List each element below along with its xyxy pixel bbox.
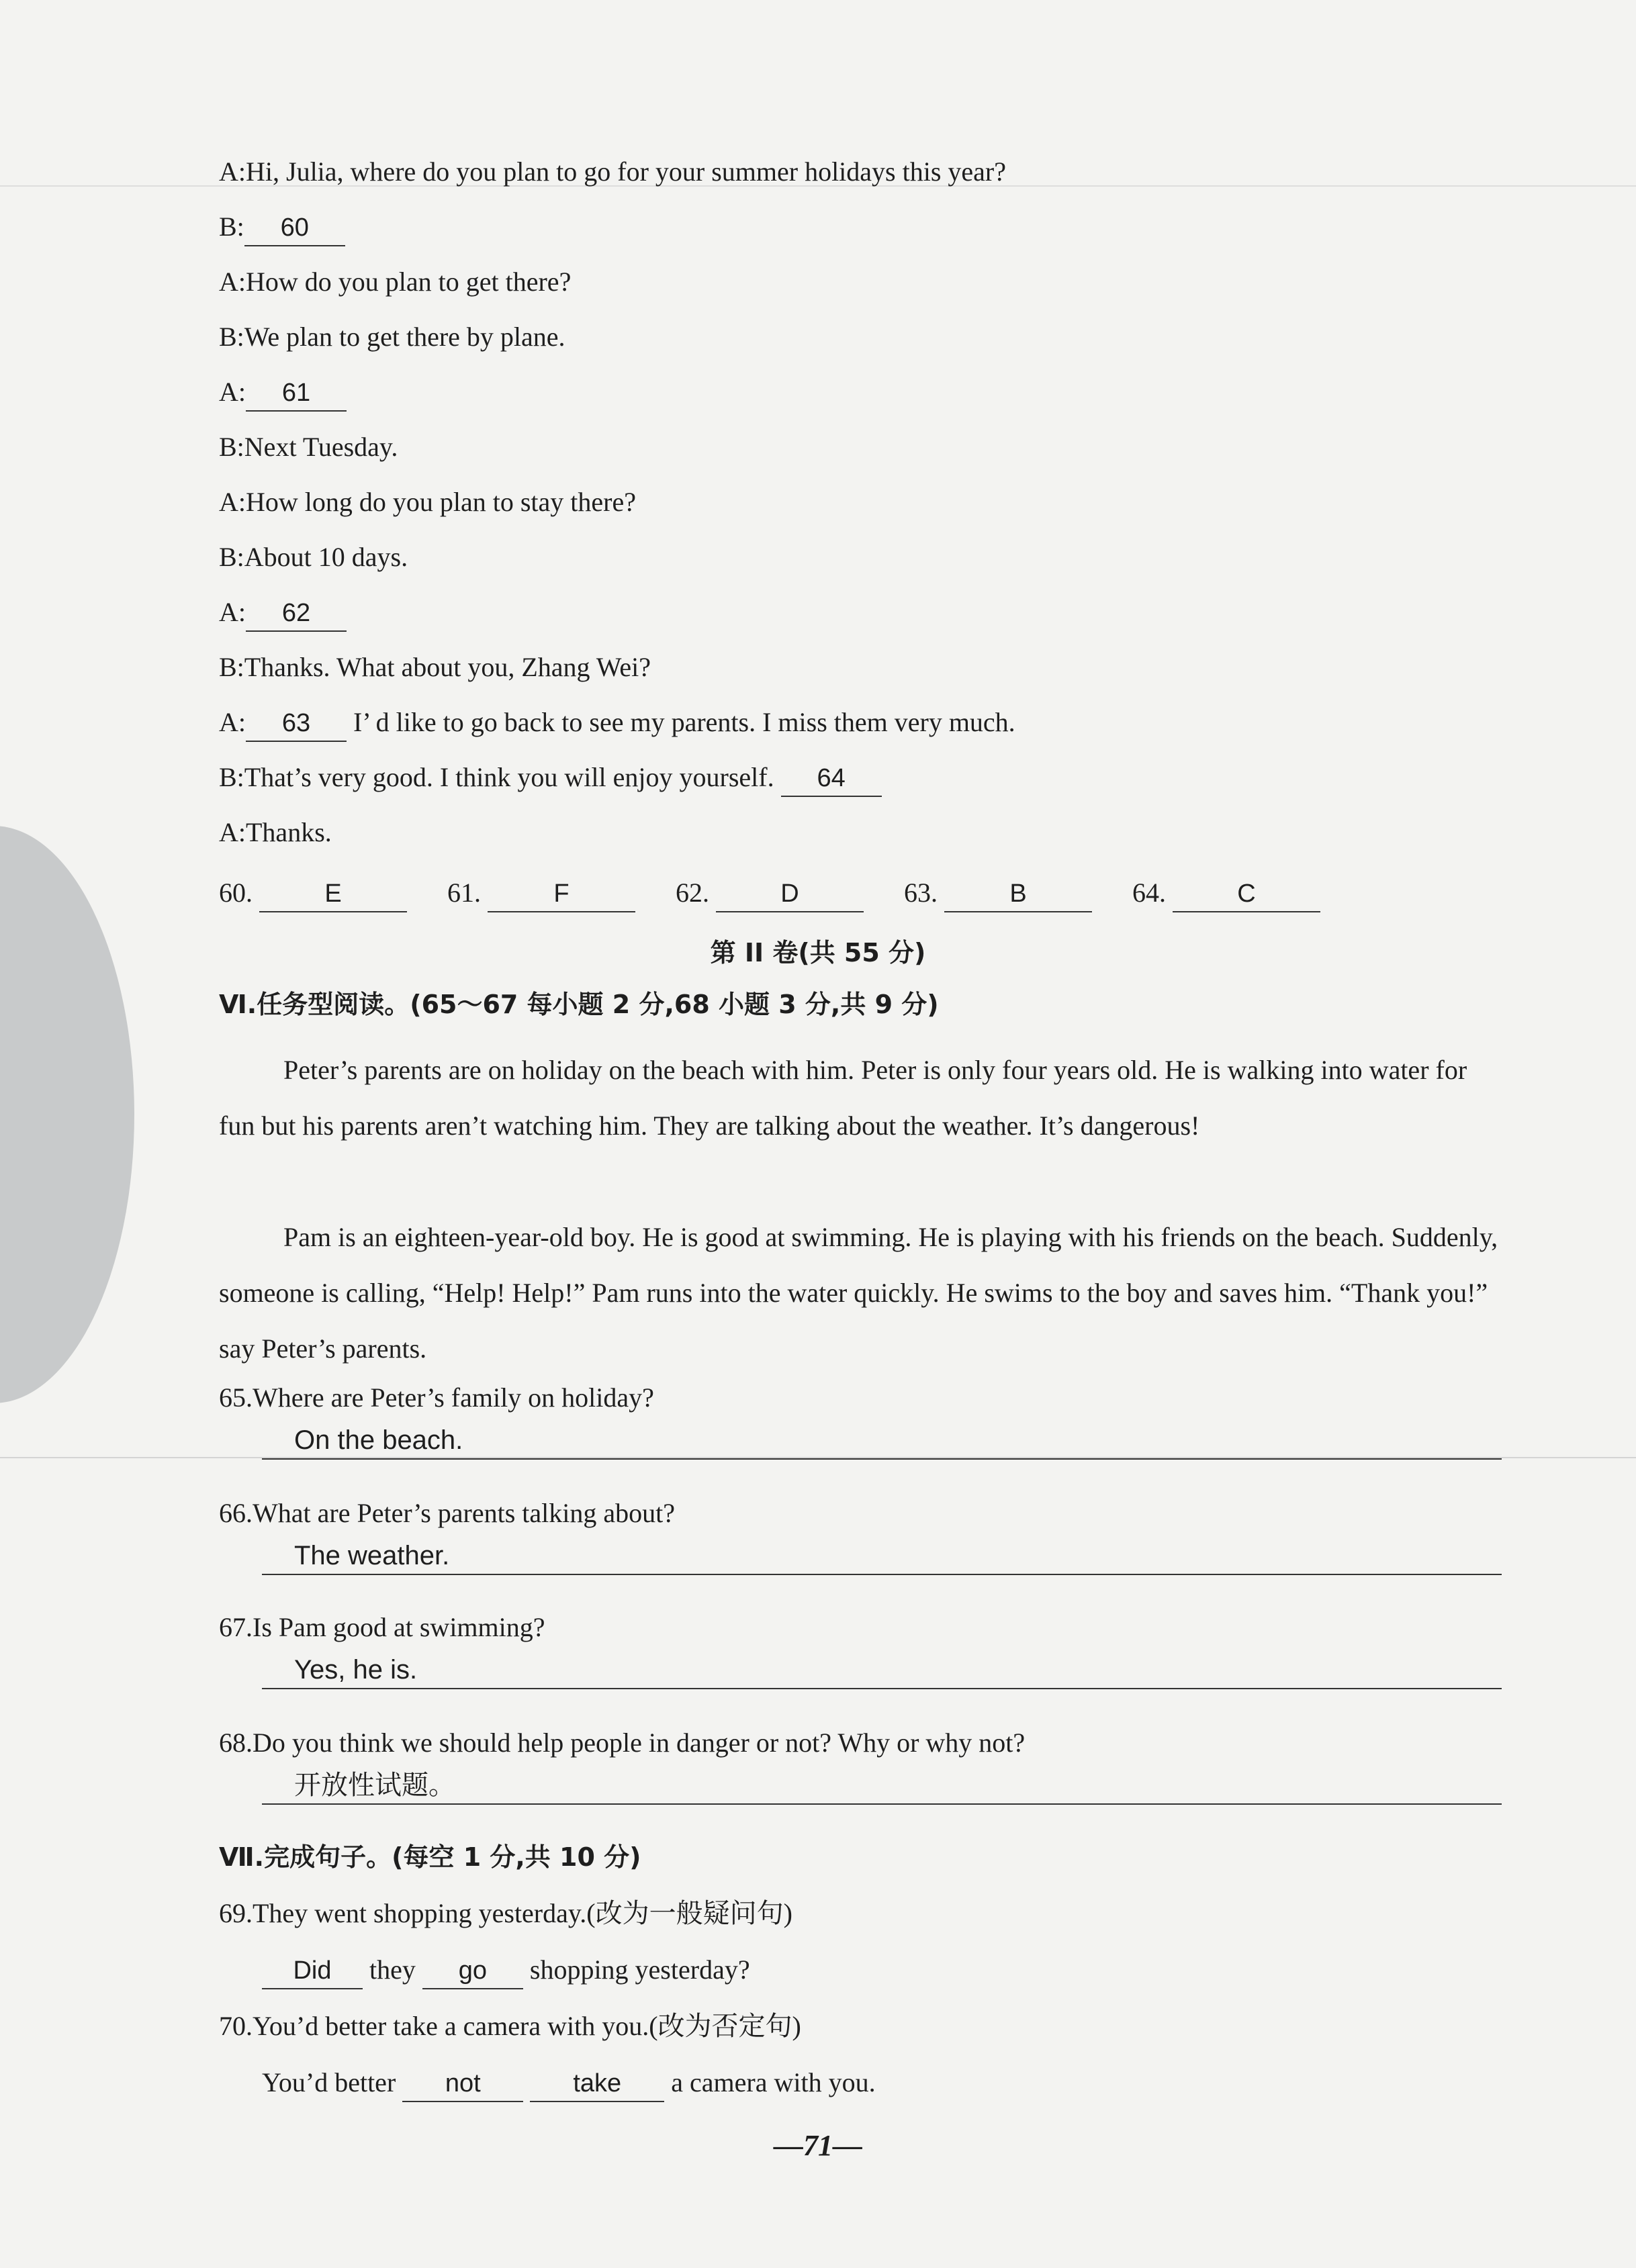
dialogue-line: A: 62	[219, 595, 347, 632]
question: 69.They went shopping yesterday.(改为一般疑问句)	[219, 1898, 792, 1928]
passage-paragraph: Peter’s parents are on holiday on the beach with him. Peter is only four years old. He is walking into water for fun but his parents aren’t watching him. They are talking about the weather. It’s dangerous!	[219, 1055, 1467, 1141]
dialogue-line: B:Thanks. What about you, Zhang Wei?	[219, 652, 651, 682]
answer-blank[interactable]: C	[1173, 876, 1320, 912]
answer-blank[interactable]: D	[716, 876, 864, 912]
answer-blank[interactable]: F	[488, 876, 635, 912]
question: 70.You’d better take a camera with you.(改为否定句)	[219, 2011, 801, 2041]
passage-paragraph: Pam is an eighteen-year-old boy. He is good at swimming. He is playing with his friends on the beach. Suddenly, someone is calling, “Help! Help!” Pam runs into the water quickly. He swims to the boy and saves him. “Thank you!” say Peter’s parents.	[219, 1222, 1498, 1364]
answer-blank[interactable]: go	[422, 1953, 523, 1989]
answer-line[interactable]: 开放性试题。	[262, 1767, 1502, 1805]
part6-heading: Ⅵ.任务型阅读。(65～67 每小题 2 分,68 小题 3 分,共 9 分)	[219, 990, 939, 1019]
answer-line[interactable]: On the beach.	[262, 1422, 1502, 1460]
page-number: —71—	[774, 2129, 862, 2162]
dialogue-line: A:Hi, Julia, where do you plan to go for your summer holidays this year?	[219, 156, 1006, 187]
question: 68.Do you think we should help people in danger or not? Why or why not?	[219, 1728, 1026, 1758]
watermark-seal	[0, 826, 134, 1403]
section-title: 第 II 卷(共 55 分)	[710, 938, 926, 967]
dialogue-line: A: 63 I’ d like to go back to see my parents. I miss them very much.	[219, 705, 1015, 742]
question: 67.Is Pam good at swimming?	[219, 1612, 545, 1642]
dialogue-line: A:How long do you plan to stay there?	[219, 487, 636, 517]
dialogue-line: A:Thanks.	[219, 817, 332, 847]
answer-blank[interactable]: E	[259, 876, 407, 912]
answer-blank[interactable]: B	[944, 876, 1092, 912]
part7-heading: Ⅶ.完成句子。(每空 1 分,共 10 分)	[219, 1842, 641, 1872]
dialogue-line: A: 61	[219, 375, 347, 412]
dialogue-line: B:We plan to get there by plane.	[219, 322, 565, 352]
fill-sentence: Did they go shopping yesterday?	[262, 1952, 750, 1989]
question: 66.What are Peter’s parents talking about?	[219, 1498, 676, 1528]
question: 65.Where are Peter’s family on holiday?	[219, 1382, 654, 1413]
answer-blank[interactable]: 60	[244, 210, 345, 246]
answer-blank[interactable]: 64	[781, 761, 882, 797]
dialogue-line: B:About 10 days.	[219, 542, 408, 572]
answer-blank[interactable]: take	[530, 2066, 664, 2102]
dialogue-line: B:Next Tuesday.	[219, 432, 398, 462]
answers-row: 60. E 61. F 62. D 63. B 64. C	[219, 876, 1320, 912]
dialogue-line: B:That’s very good. I think you will enjoy yourself. 64	[219, 760, 882, 797]
dialogue-line: A:How do you plan to get there?	[219, 267, 572, 297]
fill-sentence: You’d better not take a camera with you.	[262, 2065, 876, 2102]
answer-line[interactable]: Yes, he is.	[262, 1652, 1502, 1689]
answer-line[interactable]: The weather.	[262, 1538, 1502, 1575]
answer-blank[interactable]: not	[402, 2066, 523, 2102]
answer-blank[interactable]: Did	[262, 1953, 363, 1989]
answer-blank[interactable]: 61	[246, 375, 347, 412]
dialogue-line: B: 60	[219, 209, 345, 246]
answer-blank[interactable]: 63	[246, 706, 347, 742]
answer-blank[interactable]: 62	[246, 596, 347, 632]
